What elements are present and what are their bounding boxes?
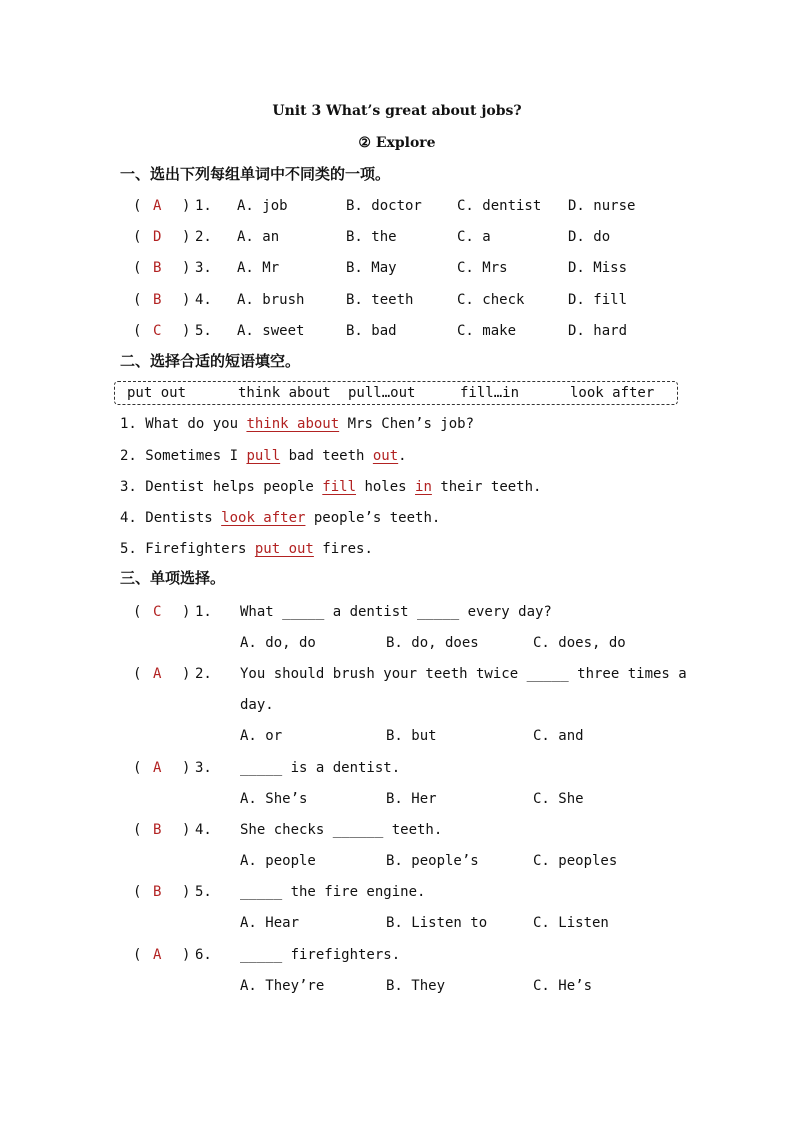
sentence-text: bad teeth (280, 448, 373, 464)
option-b: B. do, does (386, 635, 479, 651)
option-d: D. Miss (568, 260, 628, 276)
option-c: C. a (457, 229, 491, 245)
sentence-text: . (398, 448, 407, 464)
phrase-box (114, 381, 678, 405)
open-paren: ( (133, 198, 142, 214)
sentence-text: people’s teeth. (305, 510, 441, 526)
option-b: B. Her (386, 791, 437, 807)
filled-answer: think about (246, 416, 340, 432)
close-paren: ) (182, 323, 191, 339)
fill-sentence (120, 509, 440, 527)
fill-sentence (120, 447, 407, 465)
option-b: B. the (346, 229, 397, 245)
s3-q3-answer: A (153, 760, 162, 776)
s1-q2-number: 2. (195, 229, 212, 245)
option-a: A. Hear (240, 915, 300, 931)
option-a: A. sweet (237, 323, 305, 339)
question-text: _____ the fire engine. (240, 884, 426, 900)
option-c: C. does, do (533, 635, 626, 651)
question-text-continued: day. (240, 697, 274, 713)
close-paren: ) (182, 604, 191, 620)
page-subtitle: ② Explore (358, 135, 436, 151)
s3-q4-number: 4. (195, 822, 212, 838)
sentence-text: Mrs Chen’s job? (339, 416, 475, 432)
question-row (133, 821, 673, 839)
phrase-option: pull…out (348, 385, 416, 401)
option-c: C. dentist (457, 198, 542, 214)
s1-q3-number: 3. (195, 260, 212, 276)
page-title: Unit 3 What’s great about jobs? (272, 103, 522, 119)
open-paren: ( (133, 760, 142, 776)
filled-answer: out (372, 448, 399, 464)
option-a: A. She’s (240, 791, 308, 807)
sentence-text: holes (356, 479, 416, 495)
fill-sentence (120, 478, 541, 496)
sentence-text: 5. Firefighters (120, 541, 255, 557)
question-text: What _____ a dentist _____ every day? (240, 604, 552, 620)
option-a: A. or (240, 728, 283, 744)
option-c: C. He’s (533, 978, 593, 994)
s3-q1-number: 1. (195, 604, 212, 620)
sentence-text: their teeth. (431, 479, 542, 495)
option-a: A. do, do (240, 635, 316, 651)
s1-q5-number: 5. (195, 323, 212, 339)
option-b: B. bad (346, 323, 397, 339)
option-b: B. May (346, 260, 397, 276)
s1-q4-answer: B (153, 292, 162, 308)
s1-q3-answer: B (153, 260, 162, 276)
close-paren: ) (182, 666, 191, 682)
option-c: C. make (457, 323, 517, 339)
option-b: B. They (386, 978, 446, 994)
option-c: C. She (533, 791, 584, 807)
close-paren: ) (182, 229, 191, 245)
s1-q4-number: 4. (195, 292, 212, 308)
option-b: B. but (386, 728, 437, 744)
section3-heading: 三、单项选择。 (120, 569, 226, 587)
filled-answer: put out (254, 541, 314, 557)
s3-q6-answer: A (153, 947, 162, 963)
option-b: B. Listen to (386, 915, 488, 931)
question-row (133, 946, 673, 964)
option-c: C. and (533, 728, 584, 744)
open-paren: ( (133, 822, 142, 838)
option-a: A. brush (237, 292, 305, 308)
open-paren: ( (133, 292, 142, 308)
close-paren: ) (182, 884, 191, 900)
s3-q2-number: 2. (195, 666, 212, 682)
question-row (133, 291, 653, 309)
question-row (133, 322, 653, 340)
option-b: B. doctor (346, 198, 422, 214)
open-paren: ( (133, 260, 142, 276)
option-d: D. hard (568, 323, 628, 339)
option-a: A. people (240, 853, 316, 869)
option-a: A. an (237, 229, 280, 245)
s3-q6-number: 6. (195, 947, 212, 963)
question-text: She checks ______ teeth. (240, 822, 443, 838)
question-row (133, 759, 673, 777)
fill-sentence (120, 415, 474, 433)
option-d: D. do (568, 229, 611, 245)
s3-q4-answer: B (153, 822, 162, 838)
option-b: B. people’s (386, 853, 479, 869)
question-text: You should brush your teeth twice _____ three times a (240, 666, 687, 682)
close-paren: ) (182, 292, 191, 308)
s1-q1-answer: A (153, 198, 162, 214)
option-a: A. job (237, 198, 288, 214)
s1-q1-number: 1. (195, 198, 212, 214)
question-row (133, 228, 653, 246)
phrase-option: think about (238, 385, 331, 401)
s3-q5-number: 5. (195, 884, 212, 900)
option-c: C. peoples (533, 853, 618, 869)
open-paren: ( (133, 229, 142, 245)
open-paren: ( (133, 947, 142, 963)
section2-heading: 二、选择合适的短语填空。 (120, 352, 301, 370)
option-c: C. Mrs (457, 260, 508, 276)
question-text: _____ firefighters. (240, 947, 401, 963)
open-paren: ( (133, 884, 142, 900)
sentence-text: 1. What do you (120, 416, 247, 432)
s1-q5-answer: C (153, 323, 162, 339)
open-paren: ( (133, 604, 142, 620)
s3-q1-answer: C (153, 604, 162, 620)
filled-answer: pull (246, 448, 281, 464)
sentence-text: fires. (313, 541, 373, 557)
question-row (133, 197, 653, 215)
option-a: A. They’re (240, 978, 325, 994)
s3-q3-number: 3. (195, 760, 212, 776)
filled-answer: in (415, 479, 432, 495)
close-paren: ) (182, 822, 191, 838)
phrase-option: look after (570, 385, 655, 401)
sentence-text: 2. Sometimes I (120, 448, 247, 464)
question-row (133, 603, 673, 621)
option-b: B. teeth (346, 292, 414, 308)
question-text: _____ is a dentist. (240, 760, 401, 776)
option-c: C. Listen (533, 915, 609, 931)
close-paren: ) (182, 260, 191, 276)
question-row (133, 665, 687, 683)
option-d: D. fill (568, 292, 628, 308)
fill-sentence (120, 540, 373, 558)
open-paren: ( (133, 666, 142, 682)
sentence-text: 3. Dentist helps people (120, 479, 323, 495)
filled-answer: look after (221, 510, 306, 526)
phrase-option: put out (127, 385, 187, 401)
s3-q5-answer: B (153, 884, 162, 900)
question-row (133, 259, 653, 277)
phrase-option: fill…in (460, 385, 520, 401)
open-paren: ( (133, 323, 142, 339)
section1-heading: 一、选出下列每组单词中不同类的一项。 (120, 165, 391, 183)
option-d: D. nurse (568, 198, 636, 214)
s3-q2-answer: A (153, 666, 162, 682)
close-paren: ) (182, 198, 191, 214)
question-row (133, 883, 673, 901)
s1-q2-answer: D (153, 229, 162, 245)
close-paren: ) (182, 760, 191, 776)
option-a: A. Mr (237, 260, 280, 276)
filled-answer: fill (322, 479, 357, 495)
sentence-text: 4. Dentists (120, 510, 222, 526)
close-paren: ) (182, 947, 191, 963)
option-c: C. check (457, 292, 525, 308)
